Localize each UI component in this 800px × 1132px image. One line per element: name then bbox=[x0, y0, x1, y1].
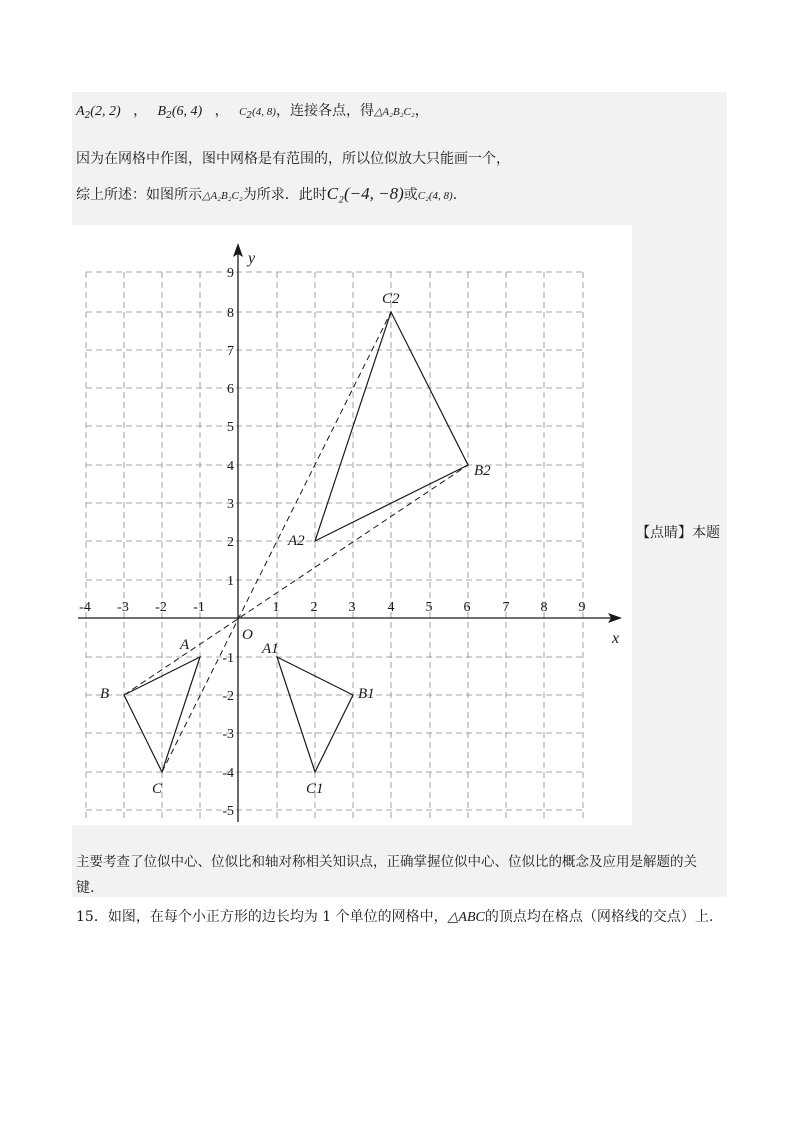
y-tick-label: 1 bbox=[227, 574, 234, 589]
label-c: C bbox=[152, 781, 163, 797]
point-a2-name: A bbox=[76, 104, 85, 119]
label-b2: B2 bbox=[474, 463, 491, 479]
point-a2-coord: (2, 2) bbox=[90, 104, 121, 119]
note-side-label: 【点睛】本题 bbox=[636, 525, 720, 541]
y-tick-label: 9 bbox=[227, 266, 234, 281]
x-tick-label: 9 bbox=[578, 600, 586, 615]
x-tick-label: 8 bbox=[540, 600, 548, 615]
label-a2: A2 bbox=[288, 533, 305, 549]
answer-c2-positive: C₂(4, 8) bbox=[417, 190, 453, 202]
y-tick-label: 6 bbox=[227, 382, 234, 397]
x-tick-label: -3 bbox=[117, 600, 129, 615]
x-tick-label: 2 bbox=[310, 600, 318, 615]
y-tick-label: -2 bbox=[222, 689, 234, 704]
coordinate-figure bbox=[72, 225, 632, 825]
x-tick-label: 3 bbox=[348, 600, 356, 615]
x-tick-label: 4 bbox=[387, 600, 395, 615]
y-tick-label: 7 bbox=[227, 344, 234, 359]
y-tick-label: 8 bbox=[227, 306, 234, 321]
label-c2: C2 bbox=[382, 291, 400, 307]
y-tick-label: 2 bbox=[227, 535, 234, 550]
label-b: B bbox=[100, 686, 110, 702]
note-line-1: 主要考查了位似中心、位似比和轴对称相关知识点，正确掌握位似中心、位似比的概念及应用是解题的关 bbox=[76, 854, 697, 870]
point-b2-coord: (6, 4) bbox=[171, 104, 203, 119]
question-15: 15．如图，在每个小正方形的边长均为 1 个单位的网格中，△ABC的顶点均在格点（网格线的交点）上. bbox=[76, 909, 714, 925]
point-b2-name: B bbox=[157, 104, 167, 119]
y-tick-label: -3 bbox=[222, 727, 234, 742]
solution-line-3: 综上所述：如图所示△A₂B₂C₂为所求．此时C₂(−4, −8)或C₂(4, 8). bbox=[76, 184, 458, 203]
y-tick-label: 4 bbox=[227, 459, 234, 474]
x-tick-label: -4 bbox=[79, 600, 91, 615]
note-line-2: 键. bbox=[76, 880, 95, 896]
solution-line-2: 因为在网格中作图，图中网格是有范围的，所以位似放大只能画一个， bbox=[76, 151, 510, 167]
x-tick-label: -2 bbox=[155, 600, 167, 615]
x-tick-label: -1 bbox=[193, 600, 205, 615]
solution-line-1: $A_2(2$, 2) ， $B_2(6$, 4) ， $C_2(4$, 8)，连接各点，得△A₂B₂C₂， bbox=[76, 103, 429, 121]
y-tick-label: 3 bbox=[227, 497, 234, 512]
x-tick-label: 1 bbox=[272, 600, 280, 615]
triangle-a2b2c2-ref: △A₂B₂C₂ bbox=[202, 190, 243, 202]
y-axis-label: y bbox=[248, 250, 256, 267]
answer-c2-negative: C₂(−4, −8) bbox=[326, 184, 404, 203]
x-tick-label: 6 bbox=[463, 600, 471, 615]
x-axis-label: x bbox=[612, 630, 620, 647]
point-c2-name: C bbox=[239, 106, 247, 118]
y-tick-label: -5 bbox=[222, 804, 234, 819]
label-a: A bbox=[180, 637, 190, 653]
label-b1: B1 bbox=[358, 686, 375, 702]
y-tick-label: -4 bbox=[222, 766, 234, 781]
label-a1: A1 bbox=[262, 641, 279, 657]
y-tick-label: -1 bbox=[222, 651, 234, 666]
triangle-a2b2c2: △A₂B₂C₂ bbox=[373, 106, 415, 118]
origin-label: O bbox=[242, 627, 253, 643]
point-c2-coord: (4, 8) bbox=[252, 106, 276, 118]
x-tick-label: 5 bbox=[425, 600, 433, 615]
triangle-abc-ref: △ABC bbox=[447, 910, 485, 925]
x-tick-label: 7 bbox=[502, 600, 510, 615]
y-tick-label: 5 bbox=[227, 420, 234, 435]
label-c1: C1 bbox=[306, 781, 324, 797]
